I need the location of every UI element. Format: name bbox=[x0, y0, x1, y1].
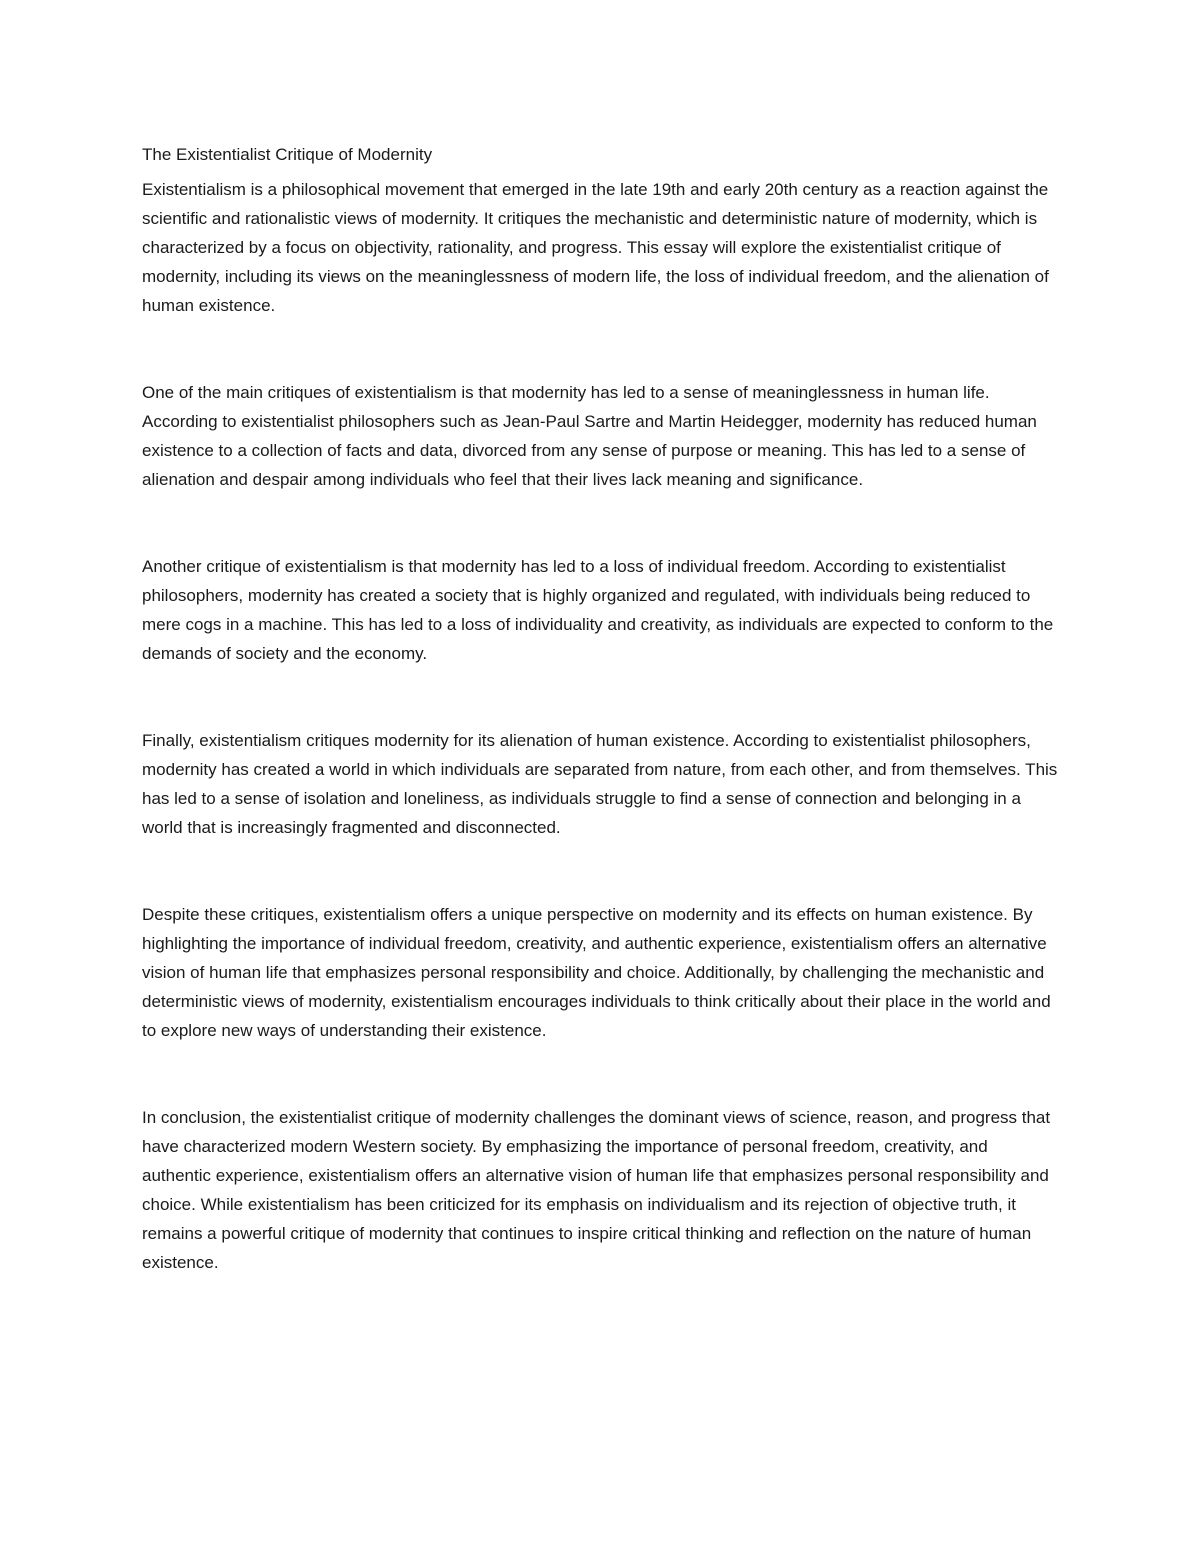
paragraph-conclusion: In conclusion, the existentialist critique of modernity challenges the dominant views of science, reason, and progress that have characterized modern Western society. By emphasizing the importance of personal freedom, creativity, and authentic experience, existentialism offers an alternative vision of human life that emphasizes personal responsibility and choice. While existentialism has been criticized for its emphasis on individualism and its rejection of objective truth, it remains a powerful critique of modernity that continues to inspire critical thinking and reflection on the nature of human existence. bbox=[142, 1108, 1051, 1272]
document-body bbox=[142, 140, 1060, 1335]
paragraph-introduction: Existentialism is a philosophical movement that emerged in the late 19th and early 20th century as a reaction against the scientific and rationalistic views of modernity. It critiques the mechanistic and deterministic nature of modernity, which is characterized by a focus on objectivity, rationality, and progress. This essay will explore the existentialist critique of modernity, including its views on the meaninglessness of modern life, the loss of individual freedom, and the alienation of human existence. bbox=[142, 180, 1049, 315]
paragraph-perspective: Despite these critiques, existentialism offers a unique perspective on modernity and its effects on human existence. By highlighting the importance of individual freedom, creativity, and authentic experience, existentialism offers an alternative vision of human life that emphasizes personal responsibility and choice. Additionally, by challenging the mechanistic and deterministic views of modernity, existentialism encourages individuals to think critically about their place in the world and to explore new ways of understanding their existence. bbox=[142, 905, 1051, 1040]
document-title: The Existentialist Critique of Modernity bbox=[142, 145, 433, 164]
paragraph-loss-of-freedom: Another critique of existentialism is that modernity has led to a loss of individual freedom. According to existentialist philosophers, modernity has created a society that is highly organized and regulated, with individuals being reduced to mere cogs in a machine. This has led to a loss of individuality and creativity, as individuals are expected to conform to the demands of society and the economy. bbox=[142, 557, 1054, 663]
paragraph-alienation: Finally, existentialism critiques modernity for its alienation of human existence. According to existentialist philosophers, modernity has created a world in which individuals are separated from nature, from each other, and from themselves. This has led to a sense of isolation and loneliness, as individuals struggle to find a sense of connection and belonging in a world that is increasingly fragmented and disconnected. bbox=[142, 731, 1058, 837]
paragraph-meaninglessness: One of the main critiques of existentialism is that modernity has led to a sense of meaninglessness in human life. According to existentialist philosophers such as Jean-Paul Sartre and Martin Heidegger, modernity has reduced human existence to a collection of facts and data, divorced from any sense of purpose or meaning. This has led to a sense of alienation and despair among individuals who feel that their lives lack meaning and significance. bbox=[142, 383, 1037, 489]
